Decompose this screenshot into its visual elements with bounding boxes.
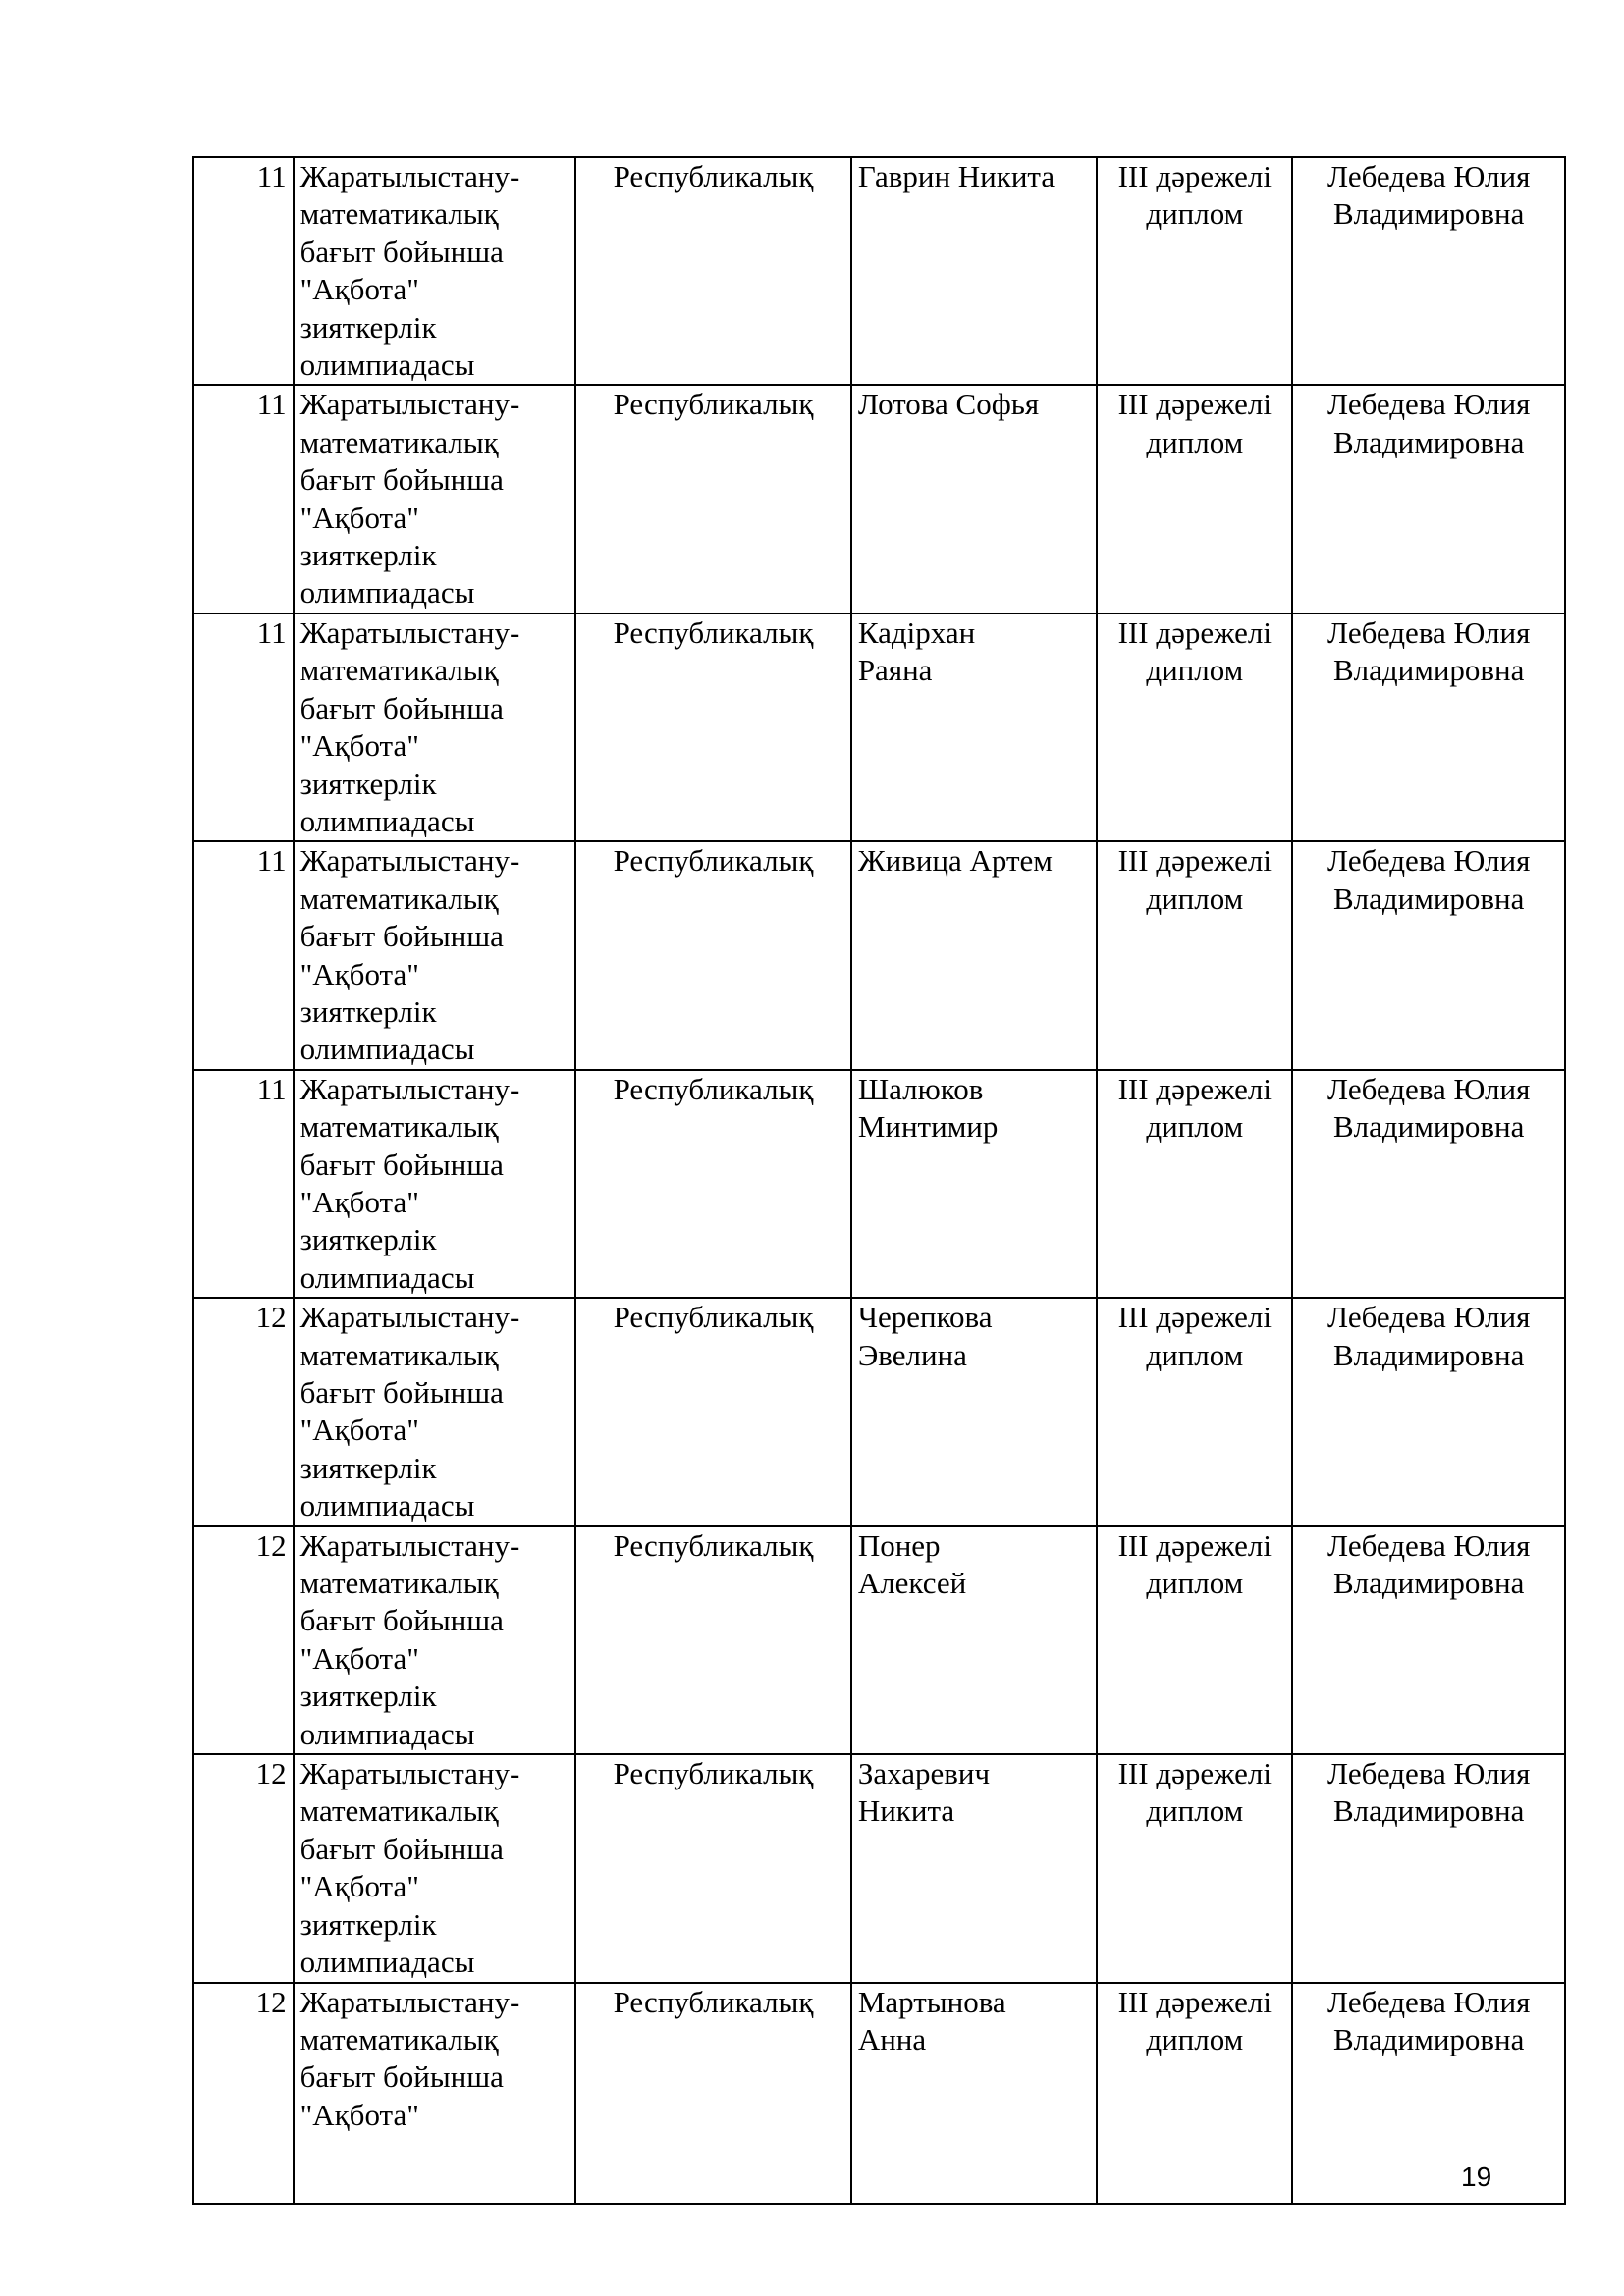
olympiad-name-line: бағыт бойынша xyxy=(299,1147,504,1182)
olympiad-name-line: "Ақбота" xyxy=(299,500,419,535)
teacher-name-line: Лебедева Юлия xyxy=(1327,1071,1531,1106)
award-line: III дәрежелі xyxy=(1117,1071,1272,1106)
student-name-cell xyxy=(851,157,1097,385)
teacher-name-line: Лебедева Юлия xyxy=(1327,1756,1531,1791)
award-line: диплом xyxy=(1146,653,1244,688)
level-cell: Республикалық xyxy=(575,1526,851,1754)
olympiad-name-line: зияткерлік xyxy=(299,538,437,573)
teacher-name-cell xyxy=(1292,385,1565,613)
award-line: диплом xyxy=(1146,196,1244,232)
student-name-cell xyxy=(851,841,1097,1069)
award-line: III дәрежелі xyxy=(1117,1756,1272,1791)
olympiad-name-line: математикалық xyxy=(299,2021,499,2056)
teacher-name-line: Лебедева Юлия xyxy=(1327,1527,1531,1563)
row-number-cell: 12 xyxy=(193,1983,294,2204)
student-name-line: Минтимир xyxy=(857,1109,999,1145)
teacher-name-line: Владимировна xyxy=(1332,424,1525,459)
olympiad-name-line: бағыт бойынша xyxy=(299,1603,504,1638)
student-name-line: Захаревич xyxy=(857,1756,991,1791)
olympiad-name-line: олимпиадасы xyxy=(299,1945,475,1980)
award-cell xyxy=(1097,1070,1292,1298)
teacher-name-line: Лебедева Юлия xyxy=(1327,614,1531,650)
olympiad-name-cell xyxy=(294,1526,576,1754)
results-table-body xyxy=(193,157,1565,2204)
award-cell xyxy=(1097,1298,1292,1525)
olympiad-name-line: математикалық xyxy=(299,653,499,688)
olympiad-name-cell xyxy=(294,1983,576,2204)
level-cell: Республикалық xyxy=(575,1070,851,1298)
award-line: III дәрежелі xyxy=(1117,1984,1272,2019)
row-number-cell: 12 xyxy=(193,1754,294,1982)
student-name-line: Эвелина xyxy=(857,1337,967,1372)
award-line: диплом xyxy=(1146,1337,1244,1372)
level-cell: Республикалық xyxy=(575,841,851,1069)
student-name-cell xyxy=(851,1526,1097,1754)
table-row xyxy=(193,1298,1565,1525)
teacher-name-line: Владимировна xyxy=(1332,653,1525,688)
olympiad-name-line: "Ақбота" xyxy=(299,2097,419,2132)
row-number-cell: 12 xyxy=(193,1298,294,1525)
student-name-line: Мартынова xyxy=(857,1984,1006,2019)
olympiad-name-line: "Ақбота" xyxy=(299,272,419,307)
olympiad-results-table xyxy=(192,156,1566,2205)
teacher-name-line: Лебедева Юлия xyxy=(1327,1984,1531,2019)
page-number: 19 xyxy=(1461,2162,1492,2192)
award-cell xyxy=(1097,385,1292,613)
student-name-cell xyxy=(851,1070,1097,1298)
olympiad-name-line: зияткерлік xyxy=(299,993,437,1029)
teacher-name-line: Владимировна xyxy=(1332,1337,1525,1372)
olympiad-name-line: зияткерлік xyxy=(299,1906,437,1942)
row-number-cell: 11 xyxy=(193,1070,294,1298)
award-cell xyxy=(1097,157,1292,385)
student-name-line: Шалюков xyxy=(857,1071,984,1106)
olympiad-name-line: бағыт бойынша xyxy=(299,919,504,954)
olympiad-name-cell xyxy=(294,841,576,1069)
olympiad-name-cell xyxy=(294,1298,576,1525)
level-cell: Республикалық xyxy=(575,1298,851,1525)
award-line: диплом xyxy=(1146,881,1244,916)
award-cell xyxy=(1097,614,1292,841)
level-cell: Республикалық xyxy=(575,614,851,841)
level-cell: Республикалық xyxy=(575,1983,851,2204)
olympiad-name-line: "Ақбота" xyxy=(299,1640,419,1676)
teacher-name-line: Лебедева Юлия xyxy=(1327,387,1531,422)
award-cell xyxy=(1097,841,1292,1069)
teacher-name-cell xyxy=(1292,614,1565,841)
olympiad-name-line: Жаратылыстану- xyxy=(299,1756,520,1791)
olympiad-name-line: Жаратылыстану- xyxy=(299,159,520,193)
olympiad-name-line: Жаратылыстану- xyxy=(299,1527,520,1563)
student-name-line: Понер xyxy=(857,1527,941,1563)
student-name-cell xyxy=(851,1754,1097,1982)
student-name-line: Анна xyxy=(857,2021,927,2056)
teacher-name-cell xyxy=(1292,1298,1565,1525)
olympiad-name-line: Жаратылыстану- xyxy=(299,1071,520,1106)
olympiad-name-line: математикалық xyxy=(299,1793,499,1829)
olympiad-name-line: Жаратылыстану- xyxy=(299,1984,520,2019)
olympiad-name-line: "Ақбота" xyxy=(299,1184,419,1219)
student-name-line: Лотова Софья xyxy=(857,387,1040,422)
student-name-cell xyxy=(851,614,1097,841)
olympiad-name-line: бағыт бойынша xyxy=(299,2059,504,2095)
olympiad-name-line: "Ақбота" xyxy=(299,1869,419,1904)
student-name-cell xyxy=(851,1298,1097,1525)
student-name-line: Гаврин Никита xyxy=(857,159,1056,193)
table-row xyxy=(193,1983,1565,2204)
olympiad-name-line: олимпиадасы xyxy=(299,1032,475,1067)
olympiad-name-line: олимпиадасы xyxy=(299,1259,475,1295)
table-row xyxy=(193,385,1565,613)
olympiad-name-cell xyxy=(294,614,576,841)
olympiad-name-cell xyxy=(294,157,576,385)
award-line: III дәрежелі xyxy=(1117,614,1272,650)
level-cell: Республикалық xyxy=(575,157,851,385)
olympiad-name-line: Жаратылыстану- xyxy=(299,387,520,422)
olympiad-name-line: олимпиадасы xyxy=(299,347,475,383)
student-name-line: Живица Артем xyxy=(857,843,1053,879)
olympiad-name-line: Жаратылыстану- xyxy=(299,614,520,650)
table-row xyxy=(193,157,1565,385)
olympiad-name-line: зияткерлік xyxy=(299,1222,437,1257)
award-line: III дәрежелі xyxy=(1117,159,1272,193)
student-name-cell xyxy=(851,1983,1097,2204)
award-line: III дәрежелі xyxy=(1117,843,1272,879)
olympiad-name-line: математикалық xyxy=(299,1566,499,1601)
teacher-name-line: Лебедева Юлия xyxy=(1327,843,1531,879)
student-name-line: Кадірхан xyxy=(857,614,976,650)
olympiad-name-line: "Ақбота" xyxy=(299,956,419,991)
olympiad-name-line: "Ақбота" xyxy=(299,728,419,764)
teacher-name-cell xyxy=(1292,841,1565,1069)
level-cell: Республикалық xyxy=(575,1754,851,1982)
award-line: диплом xyxy=(1146,1109,1244,1145)
teacher-name-line: Владимировна xyxy=(1332,1109,1525,1145)
olympiad-name-cell xyxy=(294,1070,576,1298)
teacher-name-cell xyxy=(1292,157,1565,385)
award-line: диплом xyxy=(1146,1566,1244,1601)
teacher-name-cell xyxy=(1292,1526,1565,1754)
olympiad-name-line: зияткерлік xyxy=(299,309,437,345)
table-row xyxy=(193,1070,1565,1298)
teacher-name-cell xyxy=(1292,1983,1565,2204)
teacher-name-line: Владимировна xyxy=(1332,1566,1525,1601)
olympiad-name-line: бағыт бойынша xyxy=(299,234,504,269)
olympiad-name-line: бағыт бойынша xyxy=(299,462,504,498)
student-name-line: Никита xyxy=(857,1793,955,1829)
olympiad-name-line: олимпиадасы xyxy=(299,1488,475,1523)
teacher-name-cell xyxy=(1292,1070,1565,1298)
teacher-name-line: Лебедева Юлия xyxy=(1327,1300,1531,1335)
olympiad-name-line: математикалық xyxy=(299,424,499,459)
award-cell xyxy=(1097,1983,1292,2204)
award-line: III дәрежелі xyxy=(1117,387,1272,422)
student-name-line: Алексей xyxy=(857,1566,967,1601)
award-line: III дәрежелі xyxy=(1117,1300,1272,1335)
row-number-cell: 11 xyxy=(193,841,294,1069)
student-name-line: Черепкова xyxy=(857,1300,993,1335)
teacher-name-line: Владимировна xyxy=(1332,196,1525,232)
olympiad-name-line: зияткерлік xyxy=(299,766,437,801)
table-row xyxy=(193,841,1565,1069)
olympiad-name-cell xyxy=(294,1754,576,1982)
olympiad-name-line: олимпиадасы xyxy=(299,803,475,838)
row-number-cell: 12 xyxy=(193,1526,294,1754)
olympiad-name-line: олимпиадасы xyxy=(299,575,475,611)
row-number-cell: 11 xyxy=(193,614,294,841)
olympiad-name-line: зияткерлік xyxy=(299,1450,437,1485)
teacher-name-line: Лебедева Юлия xyxy=(1327,159,1531,193)
level-cell: Республикалық xyxy=(575,385,851,613)
award-line: диплом xyxy=(1146,424,1244,459)
award-line: диплом xyxy=(1146,1793,1244,1829)
award-cell xyxy=(1097,1754,1292,1982)
olympiad-name-line: Жаратылыстану- xyxy=(299,843,520,879)
olympiad-name-line: математикалық xyxy=(299,1337,499,1372)
olympiad-name-line: зияткерлік xyxy=(299,1679,437,1714)
teacher-name-line: Владимировна xyxy=(1332,1793,1525,1829)
olympiad-name-line: бағыт бойынша xyxy=(299,690,504,725)
teacher-name-cell xyxy=(1292,1754,1565,1982)
olympiad-name-line: математикалық xyxy=(299,1109,499,1145)
olympiad-name-cell xyxy=(294,385,576,613)
student-name-cell xyxy=(851,385,1097,613)
award-line: III дәрежелі xyxy=(1117,1527,1272,1563)
olympiad-name-line: бағыт бойынша xyxy=(299,1831,504,1866)
olympiad-name-line: Жаратылыстану- xyxy=(299,1300,520,1335)
row-number-cell: 11 xyxy=(193,157,294,385)
olympiad-name-line: олимпиадасы xyxy=(299,1716,475,1751)
row-number-cell: 11 xyxy=(193,385,294,613)
table-row xyxy=(193,1754,1565,1982)
student-name-line: Раяна xyxy=(857,653,933,688)
teacher-name-line: Владимировна xyxy=(1332,2021,1525,2056)
olympiad-name-line: бағыт бойынша xyxy=(299,1375,504,1410)
table-row xyxy=(193,1526,1565,1754)
teacher-name-line: Владимировна xyxy=(1332,881,1525,916)
olympiad-name-line: "Ақбота" xyxy=(299,1413,419,1448)
olympiad-name-line: математикалық xyxy=(299,196,499,232)
award-cell xyxy=(1097,1526,1292,1754)
table-row xyxy=(193,614,1565,841)
award-line: диплом xyxy=(1146,2021,1244,2056)
olympiad-name-line: математикалық xyxy=(299,881,499,916)
